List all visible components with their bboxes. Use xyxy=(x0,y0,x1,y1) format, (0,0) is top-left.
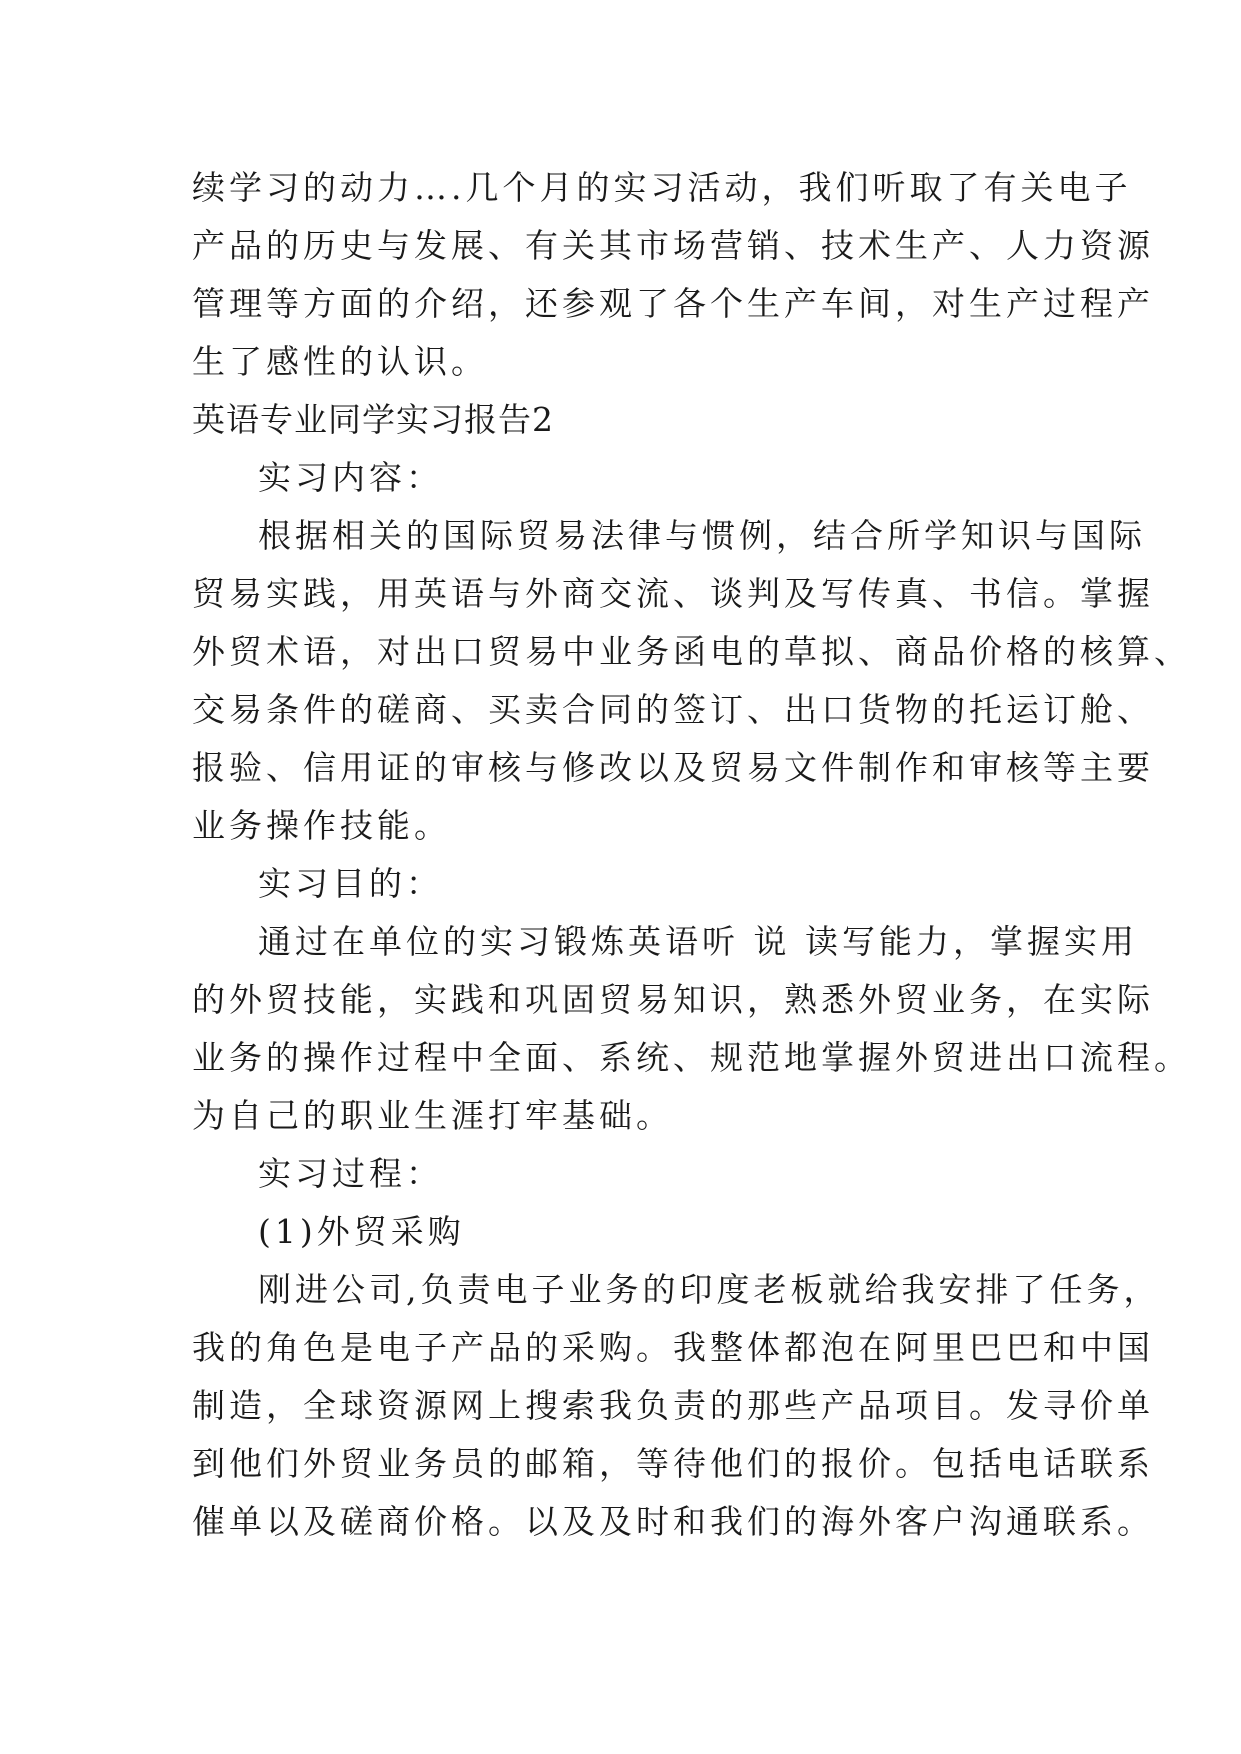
body-text-line: 管理等方面的介绍，还参观了各个生产车间，对生产过程产 xyxy=(192,284,1154,323)
body-text-line: 通过在单位的实习锻炼英语听 说 读写能力，掌握实用 xyxy=(258,922,1138,961)
body-text-line: 刚进公司,负责电子业务的印度老板就给我安排了任务， xyxy=(258,1270,1161,1309)
body-text-line: 续学习的动力….几个月的实习活动，我们听取了有关电子 xyxy=(192,168,1132,207)
body-text-line: 为自己的职业生涯打牢基础。 xyxy=(192,1096,673,1135)
body-text-line: 产品的历史与发展、有关其市场营销、技术生产、人力资源 xyxy=(192,226,1154,265)
subheading-content: 实习内容： xyxy=(258,458,443,497)
body-text-line: 根据相关的国际贸易法律与惯例，结合所学知识与国际 xyxy=(258,516,1146,555)
body-text-line: 外贸术语，对出口贸易中业务函电的草拟、商品价格的核算、 xyxy=(192,632,1191,671)
body-text-line: 的外贸技能，实践和巩固贸易知识，熟悉外贸业务，在实际 xyxy=(192,980,1154,1019)
body-text-line: 贸易实践，用英语与外商交流、谈判及写传真、书信。掌握 xyxy=(192,574,1154,613)
body-text-line: 生了感性的认识。 xyxy=(192,342,488,381)
body-text-line: 报验、信用证的审核与修改以及贸易文件制作和审核等主要 xyxy=(192,748,1154,787)
body-text-line: 我的角色是电子产品的采购。我整体都泡在阿里巴巴和中国 xyxy=(192,1328,1154,1367)
subheading-process: 实习过程： xyxy=(258,1154,443,1193)
body-text-line: 制造，全球资源网上搜索我负责的那些产品项目。发寻价单 xyxy=(192,1386,1154,1425)
subheading-purchasing: (1)外贸采购 xyxy=(258,1212,465,1251)
body-text-line: 交易条件的磋商、买卖合同的签订、出口货物的托运订舱、 xyxy=(192,690,1154,729)
body-text-line: 催单以及磋商价格。以及及时和我们的海外客户沟通联系。 xyxy=(192,1502,1154,1541)
body-text-line: 业务操作技能。 xyxy=(192,806,451,845)
body-text-line: 到他们外贸业务员的邮箱，等待他们的报价。包括电话联系 xyxy=(192,1444,1154,1483)
section-heading: 英语专业同学实习报告2 xyxy=(192,400,554,439)
body-text-line: 业务的操作过程中全面、系统、规范地掌握外贸进出口流程。 xyxy=(192,1038,1191,1077)
subheading-purpose: 实习目的： xyxy=(258,864,443,903)
